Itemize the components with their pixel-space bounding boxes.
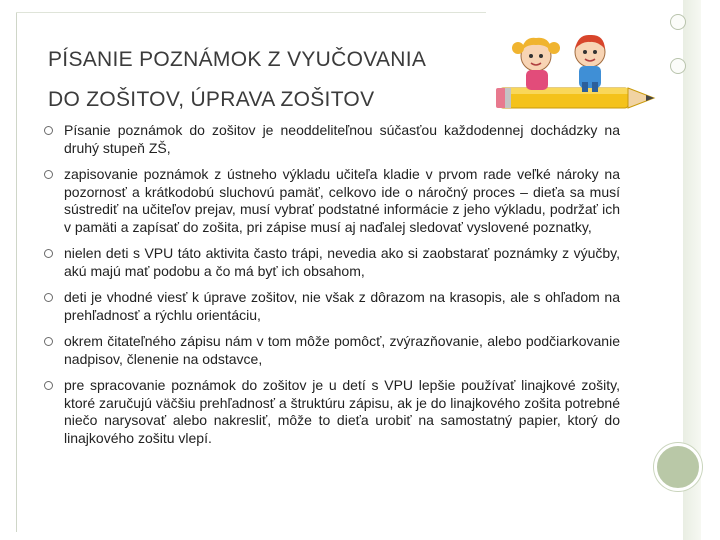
list-item-text: deti je vhodné viesť k úprave zošitov, nie však z dôrazom na krasopis, ale s ohľadom na prehľadnosť a rýchlu orientáciu,: [64, 289, 620, 323]
bullet-list: [44, 122, 620, 456]
hollow-circle-bullet-icon: [44, 126, 53, 135]
list-item: [44, 289, 620, 324]
slide-number-circle: [654, 443, 702, 491]
title-line-2: DO ZOŠITOV, ÚPRAVA ZOŠITOV: [48, 88, 375, 111]
list-item: [44, 333, 620, 368]
list-item-text: okrem čitateľného zápisu nám v tom môže pomôcť, zvýrazňovanie, alebo podčiarkovanie nadpisov, členenie na odstavce,: [64, 333, 620, 367]
slide-title: [48, 40, 488, 120]
list-item: [44, 166, 620, 236]
hollow-circle-bullet-icon: [44, 293, 53, 302]
list-item: [44, 122, 620, 157]
hollow-circle-bullet-icon: [44, 337, 53, 346]
frame-left-border: [16, 12, 17, 532]
list-item-text: zapisovanie poznámok z ústneho výkladu učiteľa kladie v prvom rade veľké nároky na pozornosť a krátkodobú sluchovú pamäť, celkovo ide o náročný proces – dieťa sa musí sústrediť na učiteľov prejav, musí vybrať podstatné informácie z jeho výkladu, podržať ich v pamäti a zapísať do zošita, pri zápise musí aj naďalej sledovať vyslovené poznatky,: [64, 166, 620, 235]
list-item: [44, 245, 620, 280]
decorative-circle-icon: [670, 58, 686, 74]
hollow-circle-bullet-icon: [44, 170, 53, 179]
list-item-text: pre spracovanie poznámok do zošitov je u detí s VPU lepšie používať linajkové zošity, ktoré zaručujú väčšiu prehľadnosť a štruktúru zápisu, ak je do linajkového zošita potrebné niečo narysovať alebo nakresliť, môže to dieťa urobiť na samostatný papier, ktorý do linajkového zošitu vlepí.: [64, 377, 620, 446]
list-item-text: nielen deti s VPU táto aktivita často trápi, nevedia ako si zaobstarať poznámky z výučby, akú majú mať podobu a čo má byť ich obsahom,: [64, 245, 620, 279]
children-on-pencil-icon: [494, 22, 666, 118]
hollow-circle-bullet-icon: [44, 249, 53, 258]
decorative-circle-icon: [670, 14, 686, 30]
list-item: [44, 377, 620, 447]
hollow-circle-bullet-icon: [44, 381, 53, 390]
list-item-text: Písanie poznámok do zošitov je neoddeliteľnou súčasťou každodennej dochádzky na druhý stupeň ZŠ,: [64, 122, 620, 156]
title-line-1: PÍSANIE POZNÁMOK Z VYUČOVANIA: [48, 48, 427, 71]
frame-top-border: [16, 12, 486, 13]
